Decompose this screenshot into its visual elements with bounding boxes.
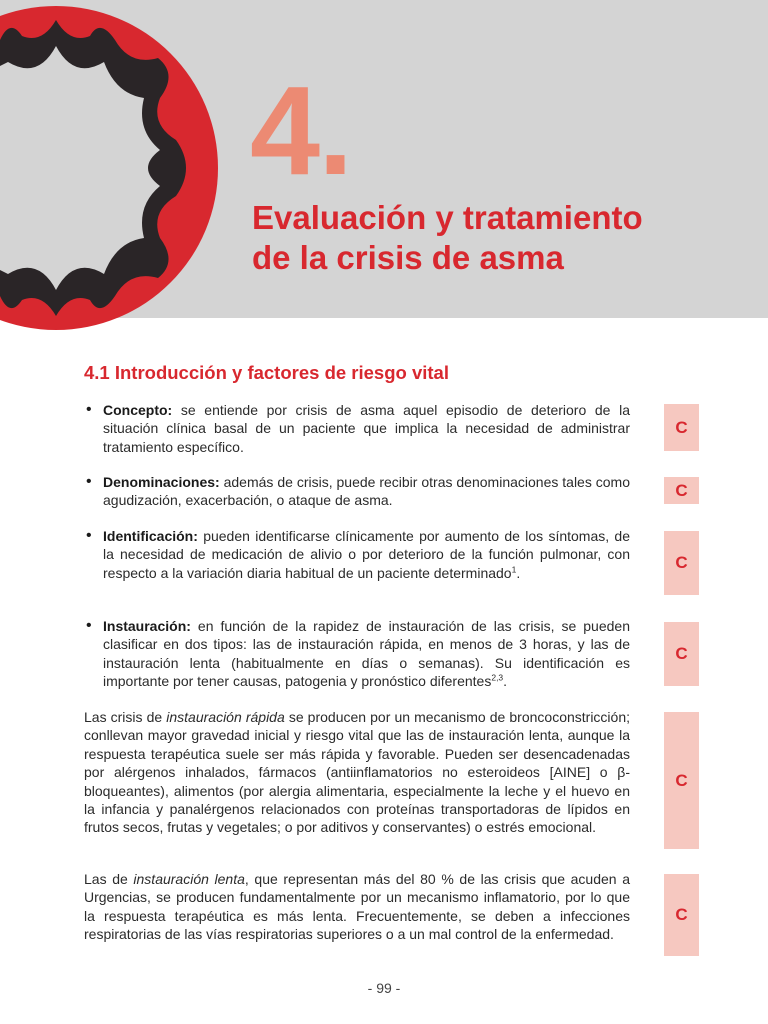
evidence-grade-badge: C: [664, 477, 699, 504]
paragraph-text: , que representan más del 80 % de las crisis que acuden a Urgencias, se producen fundamentalmente por un mecanismo inflamatorio, por lo que la respuesta terapéutica es más lenta. Frecuentemente, se deben a infecciones respiratorias de las vías respiratorias superiores o a un mal control de la enfermedad.: [84, 871, 630, 943]
paragraph-text: se producen por un mecanismo de broncoconstricción; conllevan mayor gravedad inicial y riesgo vital que las de instauración lenta, aunque la respuesta terapéutica suele ser más rápida y favorable. Pueden ser desencadenadas por alérgenos inhalados, fármacos (antiinflamatorios no esteroideos [AINE] o β-bloqueantes), alimentos (por alergia alimentaria, especialmente la leche y el huevo en la infancia y panalérgenos relacionados con proteínas transportadoras de lípidos en frutos secos, frutas y vegetales; o por aditivos y conservantes) o estrés emocional.: [84, 709, 631, 836]
reference-superscript: 1: [511, 564, 517, 575]
bullet-term: Denominaciones:: [103, 474, 220, 490]
bullet-text: además de crisis, puede recibir otras denominaciones tales como agudización, exacerbación, o ataque de asma.: [103, 474, 630, 509]
bullet-term: Identificación:: [103, 528, 198, 544]
chapter-title: [252, 198, 643, 278]
evidence-grade-badge: C: [664, 712, 699, 849]
paragraph-italic: instauración rápida: [166, 709, 285, 725]
chapter-number: 4.: [250, 60, 352, 201]
paragraph-text: Las crisis de: [84, 709, 167, 725]
bullet-text: pueden identificarse clínicamente por aumento de los síntomas, de la necesidad de medicación de alivio o por deterioro de la función pulmonar, con respecto a la variación diaria habitual de un paciente determinado: [103, 528, 630, 581]
evidence-grade-badge: C: [664, 404, 699, 451]
evidence-grade-badge: C: [664, 622, 699, 686]
bullet-term: Instauración:: [103, 618, 191, 634]
bullet-text: se entiende por crisis de asma aquel episodio de deterioro de la situación clínica basal de un paciente que implica la necesidad de administrar tratamiento específico.: [103, 402, 630, 455]
bullet-denominaciones: [84, 473, 630, 510]
chapter-logo-icon: [0, 0, 230, 336]
evidence-grade-badge: C: [664, 874, 699, 956]
bullet-concepto: [84, 401, 630, 456]
paragraph-text: Las de: [84, 871, 134, 887]
evidence-grade-badge: C: [664, 531, 699, 595]
bullet-text: en función de la rapidez de instauración de las crisis, se pueden clasificar en dos tipos: las de instauración rápida, en menos de 3 horas, y las de instauración lenta (habitualmente en días o semanas). Su identificación es importante por tener causas, patogenia y pronóstico diferentes: [103, 618, 630, 690]
section-title: 4.1 Introducción y factores de riesgo vital: [84, 362, 449, 383]
page-number: - 99 -: [367, 980, 401, 996]
paragraph-instauracion-rapida: [84, 708, 630, 837]
bullet-term: Concepto:: [103, 402, 173, 418]
paragraph-instauracion-lenta: [84, 870, 630, 944]
reference-superscript: 2,3: [491, 672, 504, 683]
paragraph-italic: instauración lenta: [133, 871, 245, 887]
chapter-title-line2: de la crisis de asma: [252, 239, 564, 276]
bullet-identificacion: [84, 527, 630, 582]
chapter-title-line1: Evaluación y tratamiento: [252, 199, 643, 236]
bullet-instauracion: [84, 617, 630, 691]
bullet-end: .: [516, 564, 521, 581]
bullet-end: .: [503, 673, 508, 690]
